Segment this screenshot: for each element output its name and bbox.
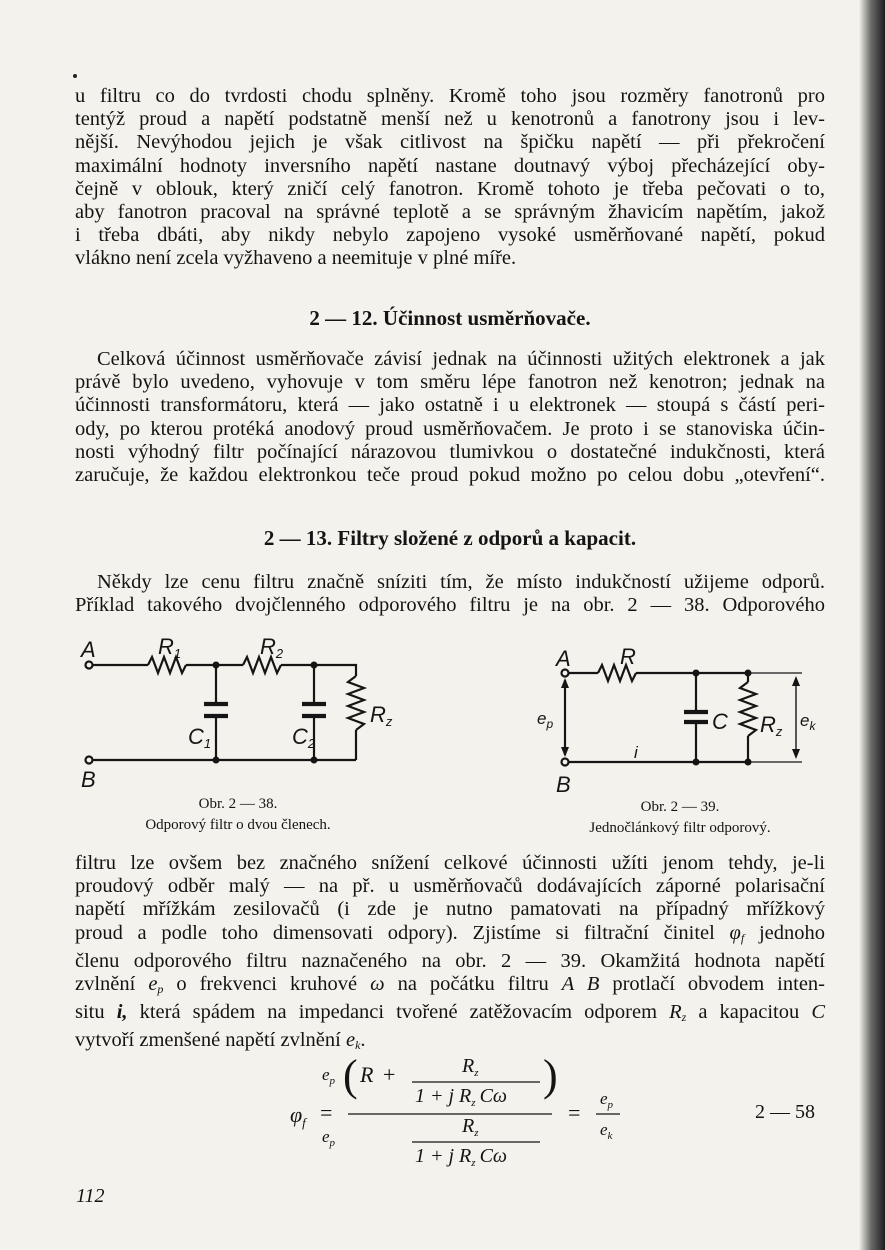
terminal-b [562, 759, 569, 766]
eq-rz-top: $R_z$ [462, 1055, 479, 1079]
label-c: C [712, 709, 728, 734]
text-line: aby fanotron pracoval na správné teplotě a se správným žhavicím napětím, jakož [75, 201, 825, 224]
text-line: u filtru co do tvrdosti chodu splněny. Kromě toho jsou rozměry fanotronů pro [75, 85, 825, 107]
paragraph-4 [75, 852, 825, 1058]
eq-paren-right: ) [543, 1051, 558, 1100]
arrow-up [792, 676, 800, 686]
text-line: napětí mřížkám zesilovačů (i zde je nutno pamatovati na případný mřížkový [75, 898, 825, 921]
junction-dot [745, 670, 752, 677]
terminal-b [86, 757, 93, 764]
eq-lhs: $\varphi_f$ [290, 1102, 306, 1130]
paragraph-1 [75, 85, 825, 271]
text-line: čejně v oblouk, který zničí celý fanotron. Kromě tohoto je třeba pečovati o to, [75, 177, 825, 200]
eq-ratio-ep: $e_p$ [600, 1089, 614, 1111]
label-ep: $e_p$ [537, 709, 554, 731]
resistor-rz [348, 676, 364, 730]
label-a: A [556, 646, 571, 671]
caption-text: Jednočlánkový filtr odporový. [589, 820, 771, 836]
label-rz: Rz [760, 712, 783, 739]
text-line: zvlnění $e_p$ o frekvenci kruhové ω na počátku filtru A B protlačí obvodem inten- [75, 973, 826, 997]
eq-equals: = [320, 1100, 333, 1125]
label-c1: C1 [188, 724, 212, 751]
text-line: ody, po kterou protéká anodový proud usměrňovačem. Je proto i se stanoviska účin- [75, 417, 825, 440]
section-heading-2-12: 2 — 12. Účinnost usměrňovače. [309, 306, 591, 330]
equation-number: 2 — 58 [755, 1101, 815, 1123]
text-line: situ i, která spádem na impedanci tvořené zatěžovacím odporem $R_z$ a kapacitou C [75, 1001, 825, 1025]
eq-equals-2: = [568, 1100, 581, 1125]
label-b: B [556, 772, 571, 796]
equation-2-58 [290, 1050, 630, 1180]
junction-dot [213, 662, 220, 669]
eq-denominator-bottom: 1 + j $R_z$ Cω [415, 1145, 508, 1169]
label-a: A [81, 637, 96, 662]
text-line: nější. Nevýhodou jejich je však citlivost na špičku napětí — při překročení [75, 131, 825, 154]
paragraph-3 [75, 571, 825, 617]
figure-caption-2-39 [530, 797, 830, 839]
junction-dot [745, 759, 752, 766]
section-heading-2-13: 2 — 13. Filtry složené z odporů a kapacit. [263, 526, 637, 550]
junction-dot [693, 759, 700, 766]
text-line: tentýž proud a napětí podstatně menší než u kenotronů a fanotrony jsou i lev- [75, 108, 825, 131]
circuit-diagram-two-stage [78, 632, 398, 792]
arrow-down [792, 749, 800, 759]
figure-caption-2-38 [78, 794, 398, 836]
junction-dot [693, 670, 700, 677]
caption-number: Obr. 2 — 38. [198, 796, 278, 812]
eq-denominator-ep: $e_p$ [322, 1127, 336, 1149]
page-number: 112 [76, 1185, 105, 1207]
eq-rz-bottom: $R_z$ [462, 1115, 479, 1139]
text-line: filtru lze ovšem bez značného snížení celkové účinnosti užíti jenom tehdy, je-li [75, 852, 825, 874]
text-line: nosti výhodný filtr počínající nárazovou tlumivkou o dostatečné indukčnosti, která [75, 440, 825, 463]
terminal-a [86, 662, 93, 669]
page-edge-shadow [859, 0, 885, 1250]
text-line: maximální hodnoty inversního napětí nastane doutnavý výboj přecházející oby- [75, 154, 825, 177]
label-rz: Rz [370, 702, 393, 729]
resistor-rz [740, 682, 756, 736]
arrow-up [561, 678, 569, 688]
label-r1: R1 [158, 634, 182, 661]
label-ek: $e_k$ [800, 711, 816, 733]
text-line: proudový odběr malý — na př. u usměrňovačů dodávajících záporné polarisační [75, 875, 825, 898]
ink-dot [73, 74, 77, 78]
arrow-down [561, 747, 569, 757]
text-line: právě bylo uvedeno, vyhovuje v tom směru lépe fanotron než kenotron; jednak na [75, 371, 825, 394]
text-line: členu odporového filtru naznačeného na obr. 2 — 39. Okamžitá hodnota napětí [75, 949, 825, 972]
junction-dot [311, 662, 318, 669]
junction-dot [213, 757, 220, 764]
eq-ratio-ek: $e_k$ [600, 1120, 613, 1142]
label-i: i [634, 743, 638, 762]
eq-numerator-ep: $e_p$ [322, 1065, 336, 1087]
label-c2: C2 [292, 724, 316, 751]
text-line: zaručuje, že každou elektronkou teče proud pokud možno po celou dobu „otevření“. [75, 464, 825, 487]
text-line: Někdy lze cenu filtru značně sníziti tím, že místo indukčností užijeme odporů. [97, 571, 825, 593]
junction-dot [311, 757, 318, 764]
eq-denominator-top: 1 + j $R_z$ Cω [415, 1085, 508, 1109]
eq-r: R [360, 1062, 374, 1087]
label-b: B [81, 767, 96, 792]
text-line: účinnosti transformátoru, která — jako ostatně i u elektronek — stoupá s částí peri- [75, 394, 825, 417]
paragraph-2 [75, 348, 825, 487]
caption-number: Obr. 2 — 39. [640, 799, 720, 815]
text-line: i třeba dbáti, aby nikdy nebylo zapojeno vysoké usměrňované napětí, pokud [75, 224, 825, 247]
text-line: Celková účinnost usměrňovače závisí jednak na účinnosti užitých elektronek a jak [97, 348, 825, 370]
text-line: vlákno není zcela vyžhaveno a neemituje v plné míře. [75, 247, 517, 270]
circuit-diagram-single-stage [530, 640, 830, 796]
text-line: proud a podle toho dimensovati odpory). Zjistíme si filtrační činitel $\varphi_f$ jednoho [75, 921, 826, 945]
text-line: vytvoří zmenšené napětí zvlnění $e_k$. [75, 1029, 366, 1053]
label-r2: R2 [260, 634, 284, 661]
caption-text: Odporový filtr o dvou členech. [145, 817, 331, 833]
label-r: R [620, 644, 636, 669]
eq-plus: + [383, 1062, 396, 1087]
eq-paren-left: ( [343, 1051, 358, 1100]
text-line: Příklad takového dvojčlenného odporového filtru je na obr. 2 — 38. Odporového [75, 594, 825, 617]
